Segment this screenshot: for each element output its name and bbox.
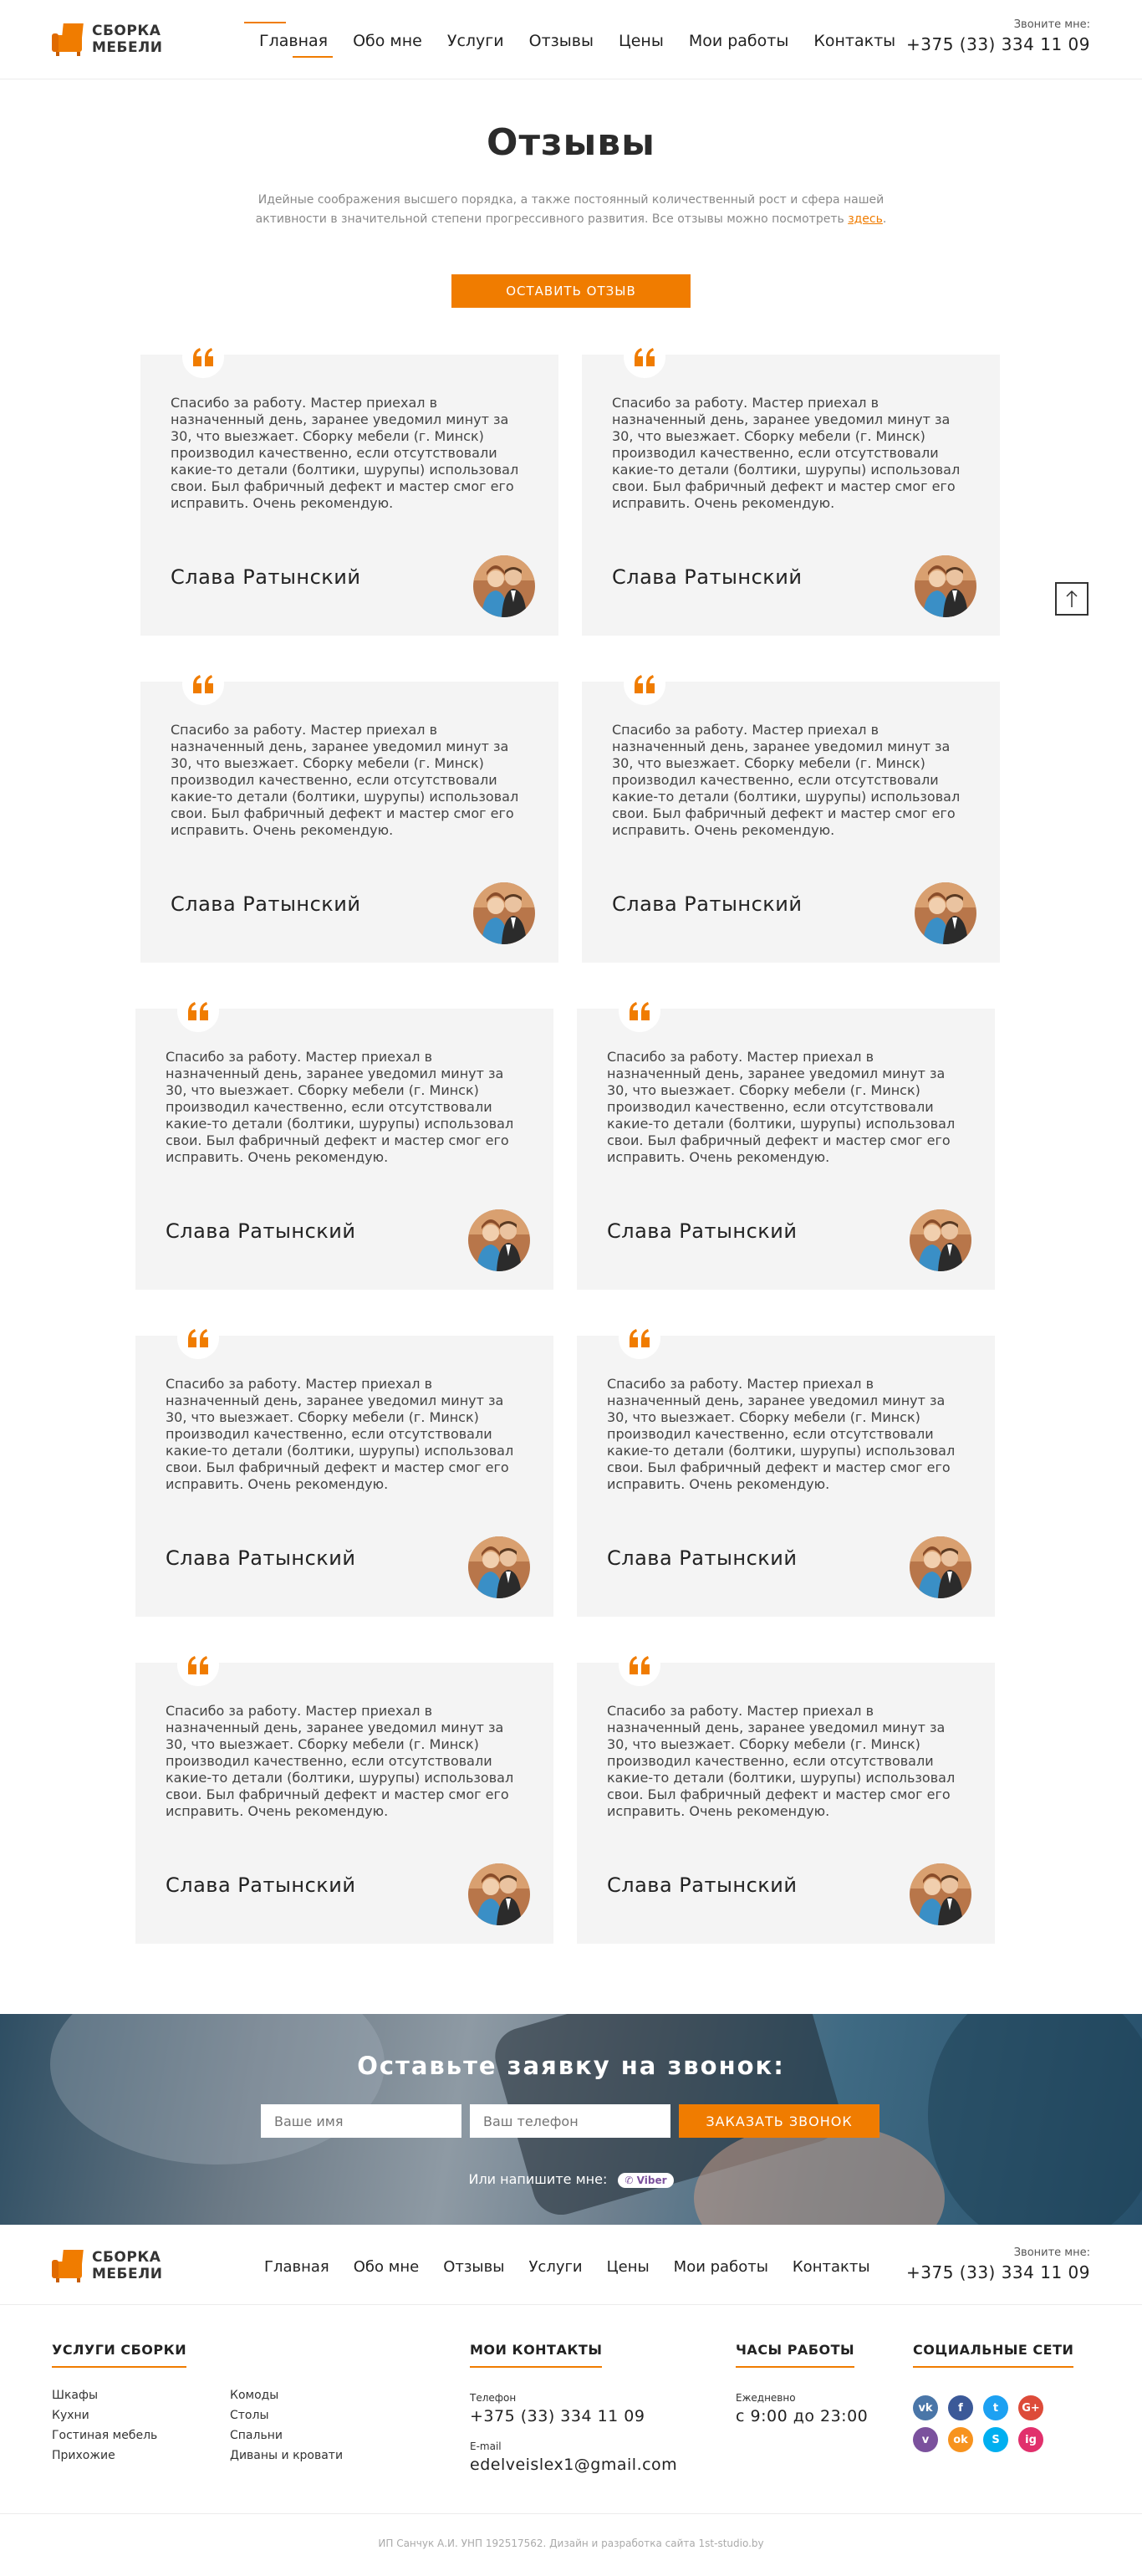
site-header (0, 0, 1142, 79)
service-link[interactable]: Диваны и кровати (230, 2449, 344, 2462)
reviewer-avatar (473, 555, 535, 617)
reviewer-name: Слава Ратынский (612, 892, 803, 916)
service-link[interactable]: Гостиная мебель (52, 2429, 158, 2442)
order-call-button[interactable]: ЗАКАЗАТЬ ЗВОНОК (679, 2104, 879, 2138)
nav-contacts[interactable]: Контакты (813, 32, 896, 50)
review-card (135, 1009, 553, 1290)
email-label: E-mail (470, 2441, 502, 2452)
service-link[interactable]: Спальни (230, 2429, 283, 2442)
review-card (135, 1663, 553, 1944)
reviewer-name: Слава Ратынский (166, 1546, 356, 1570)
nav-home[interactable]: Главная (259, 32, 329, 50)
quote-icon (624, 336, 665, 378)
intro-body: Идейные соображения высшего порядка, а также постоянный количественный рост и сфера нашей активности в значительной степени прогрессивного развития. Все отзывы можно посмотреть (255, 193, 885, 226)
phone-label: Телефон (470, 2392, 517, 2404)
sofa-logo-icon (52, 22, 85, 57)
copyright: ИП Санчук А.И. УНП 192517562. Дизайн и разработка сайта 1st-studio.by (0, 2513, 1142, 2549)
quote-icon (619, 1317, 660, 1359)
footer-header-phone[interactable]: +375 (33) 334 11 09 (906, 2262, 1090, 2282)
reviewer-avatar (468, 1863, 530, 1925)
footer-nav (264, 2258, 870, 2276)
reviewer-name: Слава Ратынский (166, 1873, 356, 1897)
leave-review-button[interactable]: ОСТАВИТЬ ОТЗЫВ (451, 274, 691, 308)
reviewer-avatar (915, 555, 976, 617)
reviewer-name: Слава Ратынский (166, 1219, 356, 1243)
footer-email[interactable]: edelveislex1@gmail.com (470, 2456, 678, 2474)
header-phone[interactable]: +375 (33) 334 11 09 (906, 34, 1090, 54)
skype-icon[interactable]: S (983, 2427, 1008, 2452)
header-call (906, 18, 1090, 54)
logo-line-2: МЕБЕЛИ (92, 39, 163, 56)
quote-icon (177, 1317, 219, 1359)
work-hours: с 9:00 до 23:00 (736, 2407, 869, 2425)
reviewer-avatar (473, 882, 535, 944)
logo-line-1: СБОРКА (92, 2249, 161, 2266)
instagram-icon[interactable]: ig (1018, 2427, 1043, 2452)
quote-icon (177, 990, 219, 1032)
callback-title: Оставьте заявку на звонок: (357, 2052, 785, 2080)
review-card (582, 355, 1000, 636)
review-card (577, 1336, 995, 1617)
footer-call (906, 2246, 1090, 2282)
intro-text (242, 191, 900, 229)
footer-logo[interactable] (52, 2248, 162, 2283)
intro-end: . (882, 212, 887, 226)
nav-about[interactable]: Обо мне (353, 32, 422, 50)
name-input[interactable] (261, 2104, 461, 2138)
logo[interactable] (52, 22, 162, 57)
sofa-logo-icon (52, 2248, 85, 2283)
page-title: Отзывы (487, 121, 655, 164)
footer-nav-home[interactable]: Главная (264, 2258, 329, 2276)
hours-title: ЧАСЫ РАБОТЫ (736, 2342, 854, 2368)
write-me-label: Или напишите мне: (468, 2171, 608, 2187)
phone-input[interactable] (470, 2104, 670, 2138)
review-card (140, 682, 558, 963)
main-nav (259, 32, 895, 50)
service-link[interactable]: Прихожие (52, 2449, 115, 2462)
contacts-title: МОИ КОНТАКТЫ (470, 2342, 602, 2368)
review-text: Спасибо за работу. Мастер приехал в назначенный день, заранее уведомил минут за 30, что выезжает. Сборку мебели (г. Минск) производил качественно, если отсутствовали какие-то детали (болтики, шурупы) использовал свои. Был фабричный дефект и мастер смог его исправить. Очень рекомендую. (166, 1376, 514, 1492)
footer-nav-contacts[interactable]: Контакты (792, 2258, 870, 2276)
service-link[interactable]: Столы (230, 2409, 269, 2422)
twitter-icon[interactable]: t (983, 2395, 1008, 2420)
viber-label: Viber (636, 2174, 667, 2186)
reviewer-name: Слава Ратынский (607, 1546, 798, 1570)
reviewer-avatar (468, 1536, 530, 1598)
services-list-1 (52, 2385, 157, 2466)
nav-reviews[interactable]: Отзывы (528, 32, 594, 50)
reviewer-avatar (910, 1209, 971, 1271)
google-plus-icon[interactable]: G+ (1018, 2395, 1043, 2420)
reviewer-avatar (910, 1863, 971, 1925)
reviewer-avatar (915, 882, 976, 944)
footer-bar (0, 2225, 1142, 2305)
nav-services[interactable]: Услуги (446, 32, 504, 50)
review-text: Спасибо за работу. Мастер приехал в назначенный день, заранее уведомил минут за 30, что выезжает. Сборку мебели (г. Минск) производил качественно, если отсутствовали какие-то детали (болтики, шурупы) использовал свои. Был фабричный дефект и мастер смог его исправить. Очень рекомендую. (612, 722, 961, 838)
facebook-icon[interactable]: f (948, 2395, 973, 2420)
scroll-to-top-button[interactable] (1055, 582, 1088, 616)
footer-nav-works[interactable]: Мои работы (673, 2258, 768, 2276)
quote-icon (619, 1644, 660, 1686)
quote-icon (624, 663, 665, 705)
call-label: Звоните мне: (1013, 18, 1090, 31)
hours-label: Ежедневно (736, 2392, 796, 2404)
reviewer-name: Слава Ратынский (171, 565, 361, 589)
review-text: Спасибо за работу. Мастер приехал в назначенный день, заранее уведомил минут за 30, что выезжает. Сборку мебели (г. Минск) производил качественно, если отсутствовали какие-то детали (болтики, шурупы) использовал свои. Был фабричный дефект и мастер смог его исправить. Очень рекомендую. (607, 1376, 956, 1492)
review-card (577, 1009, 995, 1290)
footer-nav-services[interactable]: Услуги (528, 2258, 583, 2276)
odnoklassniki-icon[interactable]: ok (948, 2427, 973, 2452)
review-text: Спасибо за работу. Мастер приехал в назначенный день, заранее уведомил минут за 30, что выезжает. Сборку мебели (г. Минск) производил качественно, если отсутствовали какие-то детали (болтики, шурупы) использовал свои. Был фабричный дефект и мастер смог его исправить. Очень рекомендую. (166, 1703, 514, 1819)
services-title: УСЛУГИ СБОРКИ (52, 2342, 186, 2368)
quote-icon (182, 663, 224, 705)
review-card (577, 1663, 995, 1944)
footer-nav-about[interactable]: Обо мне (353, 2258, 420, 2276)
review-text: Спасибо за работу. Мастер приехал в назначенный день, заранее уведомил минут за 30, что выезжает. Сборку мебели (г. Минск) производил качественно, если отсутствовали какие-то детали (болтики, шурупы) использовал свои. Был фабричный дефект и мастер смог его исправить. Очень рекомендую. (612, 395, 961, 511)
nav-works[interactable]: Мои работы (688, 32, 789, 50)
reviewer-name: Слава Ратынский (612, 565, 803, 589)
reviewer-name: Слава Ратынский (607, 1873, 798, 1897)
footer-nav-reviews[interactable]: Отзывы (443, 2258, 505, 2276)
viber-social-icon[interactable]: v (913, 2427, 938, 2452)
review-text: Спасибо за работу. Мастер приехал в назначенный день, заранее уведомил минут за 30, что выезжает. Сборку мебели (г. Минск) производил качественно, если отсутствовали какие-то детали (болтики, шурупы) использовал свои. Был фабричный дефект и мастер смог его исправить. Очень рекомендую. (171, 395, 519, 511)
footer-nav-prices[interactable]: Цены (606, 2258, 650, 2276)
arrow-up-icon (1065, 590, 1078, 608)
service-link[interactable]: Кухни (52, 2409, 89, 2422)
service-link[interactable]: Шкафы (52, 2389, 99, 2402)
logo-line-2: МЕБЕЛИ (92, 2266, 163, 2282)
review-text: Спасибо за работу. Мастер приехал в назначенный день, заранее уведомил минут за 30, что выезжает. Сборку мебели (г. Минск) производил качественно, если отсутствовали какие-то детали (болтики, шурупы) использовал свои. Был фабричный дефект и мастер смог его исправить. Очень рекомендую. (171, 722, 519, 838)
nav-prices[interactable]: Цены (618, 32, 664, 50)
review-card (140, 355, 558, 636)
intro-link[interactable]: здесь (848, 212, 883, 226)
vk-icon[interactable]: vk (913, 2395, 938, 2420)
review-text: Спасибо за работу. Мастер приехал в назначенный день, заранее уведомил минут за 30, что выезжает. Сборку мебели (г. Минск) производил качественно, если отсутствовали какие-то детали (болтики, шурупы) использовал свои. Был фабричный дефект и мастер смог его исправить. Очень рекомендую. (607, 1703, 956, 1819)
quote-icon (619, 990, 660, 1032)
review-text: Спасибо за работу. Мастер приехал в назначенный день, заранее уведомил минут за 30, что выезжает. Сборку мебели (г. Минск) производил качественно, если отсутствовали какие-то детали (болтики, шурупы) использовал свои. Был фабричный дефект и мастер смог его исправить. Очень рекомендую. (607, 1049, 956, 1165)
logo-line-1: СБОРКА (92, 23, 161, 39)
callback-section (0, 2014, 1142, 2225)
social-title: СОЦИАЛЬНЫЕ СЕТИ (913, 2342, 1073, 2368)
services-list-2 (230, 2385, 343, 2466)
viber-icon: ✆ (625, 2174, 634, 2186)
call-label: Звоните мне: (1013, 2246, 1090, 2259)
quote-icon (182, 336, 224, 378)
reviewer-avatar (468, 1209, 530, 1271)
quote-icon (177, 1644, 219, 1686)
service-link[interactable]: Комоды (230, 2389, 279, 2402)
reviewer-name: Слава Ратынский (607, 1219, 798, 1243)
review-card (582, 682, 1000, 963)
footer-phone[interactable]: +375 (33) 334 11 09 (470, 2407, 645, 2425)
reviewer-name: Слава Ратынский (171, 892, 361, 916)
reviewer-avatar (910, 1536, 971, 1598)
write-me (0, 2171, 1142, 2188)
review-card (135, 1336, 553, 1617)
viber-badge[interactable] (618, 2173, 673, 2188)
review-text: Спасибо за работу. Мастер приехал в назначенный день, заранее уведомил минут за 30, что выезжает. Сборку мебели (г. Минск) производил качественно, если отсутствовали какие-то детали (болтики, шурупы) использовал свои. Был фабричный дефект и мастер смог его исправить. Очень рекомендую. (166, 1049, 514, 1165)
